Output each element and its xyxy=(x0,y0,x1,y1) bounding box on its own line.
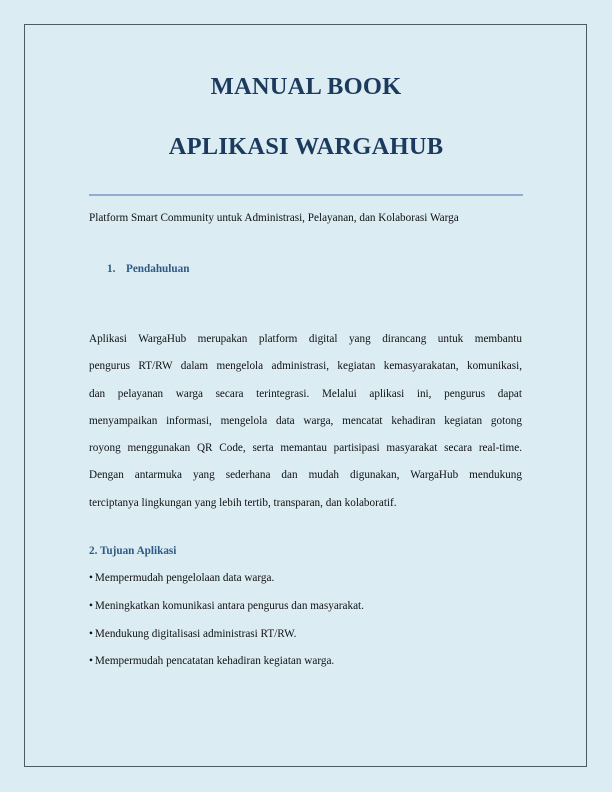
goals-list xyxy=(89,572,364,683)
list-item-text: Mendukung digitalisasi administrasi RT/RW. xyxy=(94,627,297,640)
paragraph-line: Aplikasi WargaHub merupakan platform digital yang dirancang untuk membantu xyxy=(89,333,522,345)
paragraph-line: royong menggunakan QR Code, serta memantau partisipasi masyarakat secara real-time. xyxy=(89,442,522,455)
bullet-icon: • xyxy=(89,627,93,640)
bullet-icon: • xyxy=(89,572,93,584)
list-item xyxy=(89,572,364,600)
document-title-app-name: APLIKASI WARGAHUB xyxy=(168,133,444,160)
list-item-text: Mempermudah pencatatan kehadiran kegiatan warga. xyxy=(94,655,335,668)
list-item xyxy=(89,600,364,628)
section-1-paragraph xyxy=(89,326,522,517)
document-title: MANUAL BOOK xyxy=(210,73,402,100)
bullet-icon: • xyxy=(89,599,93,612)
list-item xyxy=(89,655,364,683)
document-subtitle: Platform Smart Community untuk Administrasi, Pelayanan, dan Kolaborasi Warga xyxy=(89,212,459,224)
list-item-text: Mempermudah pengelolaan data warga. xyxy=(94,572,275,584)
paragraph-line: pengurus RT/RW dalam mengelola administrasi, kegiatan kemasyarakatan, komunikasi, xyxy=(89,360,522,373)
title-divider xyxy=(89,194,523,196)
section-2-heading: 2. Tujuan Aplikasi xyxy=(89,545,177,557)
paragraph-line: menyampaikan informasi, mengelola data warga, mencatat kehadiran kegiatan gotong xyxy=(89,414,522,427)
section-1-number: 1. xyxy=(107,263,116,275)
section-1-title: Pendahuluan xyxy=(126,263,190,275)
bullet-icon: • xyxy=(89,655,93,668)
list-item-text: Meningkatkan komunikasi antara pengurus dan masyarakat. xyxy=(94,599,364,612)
paragraph-line: Dengan antarmuka yang sederhana dan mudah digunakan, WargaHub mendukung xyxy=(89,469,522,482)
list-item xyxy=(89,628,364,656)
paragraph-line: terciptanya lingkungan yang lebih tertib, transparan, dan kolaboratif. xyxy=(89,496,397,509)
paragraph-line: dan pelayanan warga secara terintegrasi. Melalui aplikasi ini, pengurus dapat xyxy=(89,387,522,400)
section-1-heading xyxy=(107,263,189,275)
